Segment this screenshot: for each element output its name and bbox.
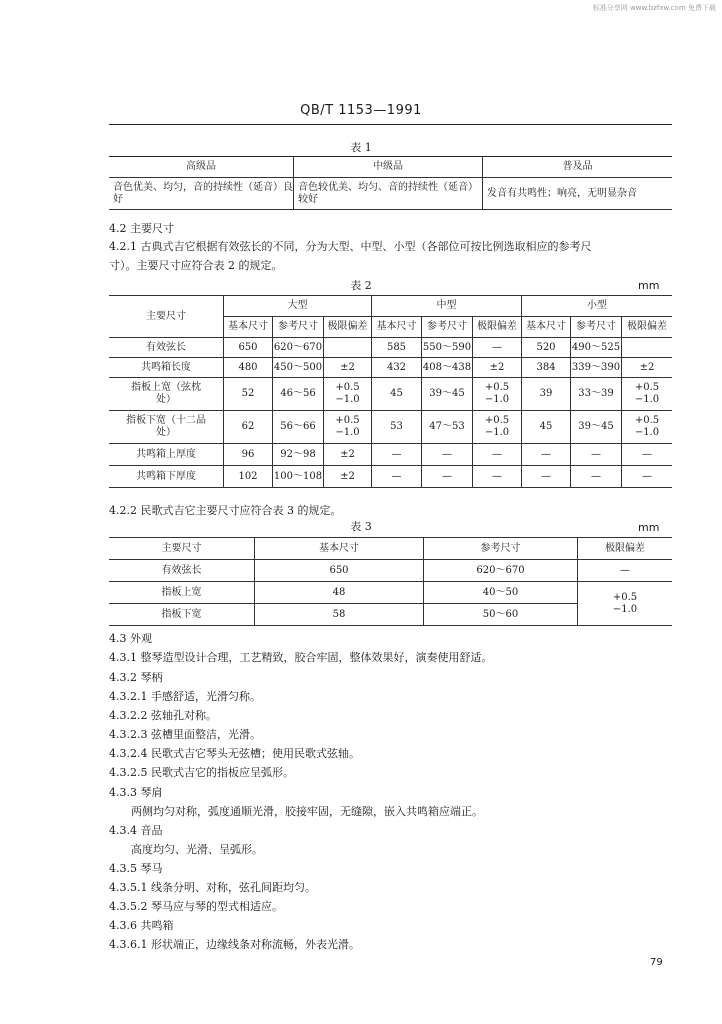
table2-cell — [324, 338, 372, 358]
table2-cell: 408～438 — [422, 358, 473, 378]
standard-code: QB/T 1153—1991 — [300, 103, 422, 118]
table3-cell: 620～670 — [424, 560, 578, 582]
table2-group: 小型 — [522, 296, 673, 317]
table2-cell: — — [622, 444, 673, 466]
page-number: 79 — [650, 957, 663, 968]
table3-cell: 650 — [255, 560, 424, 582]
table3-cell: 58 — [255, 604, 424, 626]
table1-cell: 音色较优美、均匀、音的持续性（延音）较好 — [294, 178, 483, 210]
table3-row-label: 指板上宽 — [109, 582, 255, 604]
table2-cell: 45 — [522, 411, 571, 444]
table2-cell: 92～98 — [273, 444, 324, 466]
table2-cell: +0.5 −1.0 — [622, 411, 673, 444]
table2-cell: 33～39 — [571, 378, 622, 411]
para-4-3-4: 高度均匀、光滑、呈弧形。 — [131, 843, 263, 856]
table2-subheader: 参考尺寸 — [273, 317, 324, 338]
para-4-2-1-line2: 寸）。主要尺寸应符合表 2 的规定。 — [109, 259, 283, 272]
para-4-3-2-3: 4.3.2.3 弦槽里面整洁，光滑。 — [109, 728, 261, 741]
table1-header: 高级品 — [109, 157, 294, 178]
table2-cell: 339～390 — [571, 358, 622, 378]
table2-cell: 100～108 — [273, 466, 324, 488]
table2-cell: 620～670 — [273, 338, 324, 358]
table3-cell: 50～60 — [424, 604, 578, 626]
table2-row-label: 指板下宽（十二品处） — [109, 411, 224, 444]
table1-header: 普及品 — [483, 157, 673, 178]
table2-cell: 384 — [522, 358, 571, 378]
table2-cell: ±2 — [324, 444, 372, 466]
table2-caption: 表 2 — [350, 279, 372, 292]
table2-subheader: 基本尺寸 — [522, 317, 571, 338]
table2 — [109, 295, 672, 488]
table2-row-label: 共鸣箱长度 — [109, 358, 224, 378]
table2-cell: — — [622, 466, 673, 488]
para-4-3-3: 两侧均匀对称，弧度通顺光滑，胶接牢固，无缝隙，嵌入共鸣箱应端正。 — [131, 805, 483, 818]
table2-cell: +0.5 −1.0 — [622, 378, 673, 411]
table1-cell: 音色优美、均匀，音的持续性（延音）良好 — [109, 178, 294, 210]
para-4-3-5-1: 4.3.5.1 线条分明、对称，弦孔间距均匀。 — [109, 881, 316, 894]
table3-header: 参考尺寸 — [424, 538, 578, 560]
table3-header: 极限偏差 — [578, 538, 673, 560]
table2-row-label: 有效弦长 — [109, 338, 224, 358]
section-4-3-2: 4.3.2 琴柄 — [109, 671, 163, 684]
table2-cell: 432 — [372, 358, 422, 378]
table2-row-label: 指板上宽（弦枕处） — [109, 378, 224, 411]
table2-cell — [622, 338, 673, 358]
table3-row-label: 有效弦长 — [109, 560, 255, 582]
table2-cell: 650 — [224, 338, 273, 358]
table2-cell: — — [372, 444, 422, 466]
section-4-3-4: 4.3.4 音品 — [109, 824, 163, 837]
table2-subheader: 基本尺寸 — [224, 317, 273, 338]
table2-cell: +0.5 −1.0 — [473, 411, 522, 444]
section-4-2: 4.2 主要尺寸 — [109, 222, 174, 235]
table2-group: 大型 — [224, 296, 372, 317]
table3-tol-plus: +0.5 — [612, 591, 638, 603]
table2-cell: +0.5 −1.0 — [324, 378, 372, 411]
table1-cell: 发音有共鸣性；响亮，无明显杂音 — [483, 178, 673, 210]
table2-cell: 96 — [224, 444, 273, 466]
table3-cell: 40～50 — [424, 582, 578, 604]
table1-caption: 表 1 — [350, 141, 372, 154]
table2-cell: — — [571, 466, 622, 488]
para-4-3-2-5: 4.3.2.5 民歌式吉它的指板应呈弧形。 — [109, 766, 294, 779]
table2-group: 中型 — [372, 296, 522, 317]
table2-cell: ±2 — [324, 358, 372, 378]
table2-cell: 585 — [372, 338, 422, 358]
table2-cell: +0.5 −1.0 — [324, 411, 372, 444]
table2-cell: 102 — [224, 466, 273, 488]
table2-header-main: 主要尺寸 — [109, 296, 224, 338]
table2-cell: — — [422, 466, 473, 488]
table2-cell: +0.5 −1.0 — [473, 378, 522, 411]
table2-subheader: 极限偏差 — [324, 317, 372, 338]
section-4-3-6: 4.3.6 共鸣箱 — [109, 919, 174, 932]
table2-cell: ±2 — [324, 466, 372, 488]
section-4-3-3: 4.3.3 琴肩 — [109, 786, 163, 799]
table2-subheader: 极限偏差 — [622, 317, 673, 338]
table2-cell: 490～525 — [571, 338, 622, 358]
table2-row-label: 共鸣箱下厚度 — [109, 466, 224, 488]
para-4-3-2-2: 4.3.2.2 弦轴孔对称。 — [109, 709, 217, 722]
table2-subheader: 基本尺寸 — [372, 317, 422, 338]
table2-cell: 45 — [372, 378, 422, 411]
table3-header: 基本尺寸 — [255, 538, 424, 560]
table1 — [109, 156, 672, 210]
table2-subheader: 参考尺寸 — [571, 317, 622, 338]
table2-cell: 39～45 — [422, 378, 473, 411]
table3-cell: 48 — [255, 582, 424, 604]
table3-unit: mm — [638, 521, 660, 534]
table2-cell: 46～56 — [273, 378, 324, 411]
table2-cell: ±2 — [622, 358, 673, 378]
para-4-2-1-line1: 4.2.1 古典式吉它根据有效弦长的不同，分为大型、中型、小型（各部位可按比例选取相应的参考尺 — [109, 240, 592, 253]
table2-row-label: 共鸣箱上厚度 — [109, 444, 224, 466]
para-4-3-6-1: 4.3.6.1 形状端正，边缘线条对称流畅，外表光滑。 — [109, 938, 360, 951]
table3-row-label: 指板下宽 — [109, 604, 255, 626]
table2-unit: mm — [638, 279, 660, 292]
table2-cell: 39～45 — [571, 411, 622, 444]
para-4-3-1: 4.3.1 整琴造型设计合理，工艺精致，胶合牢固，整体效果好，演奏使用舒适。 — [109, 651, 493, 664]
table2-cell: 450～500 — [273, 358, 324, 378]
table2-cell: 62 — [224, 411, 273, 444]
para-4-2-2: 4.2.2 民歌式吉它主要尺寸应符合表 3 的规定。 — [109, 504, 342, 517]
table2-cell: 480 — [224, 358, 273, 378]
table2-subheader: 参考尺寸 — [422, 317, 473, 338]
table2-cell: — — [571, 444, 622, 466]
table2-cell: 52 — [224, 378, 273, 411]
watermark: 标准分享网 www.bzfxw.com 免费下载 — [592, 4, 716, 12]
table2-cell: 39 — [522, 378, 571, 411]
para-4-3-5-2: 4.3.5.2 琴马应与琴的型式相适应。 — [109, 900, 283, 913]
para-4-3-2-1: 4.3.2.1 手感舒适，光滑匀称。 — [109, 690, 261, 703]
table3-caption: 表 3 — [350, 520, 372, 533]
table2-cell: 47～53 — [422, 411, 473, 444]
table2-cell: — — [473, 466, 522, 488]
table3 — [109, 537, 672, 626]
header-rule — [109, 124, 672, 125]
table3-tolerance — [578, 582, 673, 626]
table2-subheader: 极限偏差 — [473, 317, 522, 338]
table2-cell: — — [473, 444, 522, 466]
section-4-3-5: 4.3.5 琴马 — [109, 862, 163, 875]
section-4-3: 4.3 外观 — [109, 632, 152, 645]
table2-cell: 520 — [522, 338, 571, 358]
para-4-3-2-4: 4.3.2.4 民歌式吉它琴头无弦槽；使用民歌式弦轴。 — [109, 747, 360, 760]
table2-cell: ±2 — [473, 358, 522, 378]
table2-cell: — — [422, 444, 473, 466]
table3-tol-minus: −1.0 — [612, 603, 638, 615]
table2-cell: — — [473, 338, 522, 358]
table2-cell: 53 — [372, 411, 422, 444]
table2-cell: 550～590 — [422, 338, 473, 358]
table2-cell: — — [522, 466, 571, 488]
table2-cell: 56～66 — [273, 411, 324, 444]
table2-cell: — — [522, 444, 571, 466]
table2-cell: — — [372, 466, 422, 488]
table1-header: 中级品 — [294, 157, 483, 178]
table3-cell: — — [578, 560, 673, 582]
table3-header: 主要尺寸 — [109, 538, 255, 560]
